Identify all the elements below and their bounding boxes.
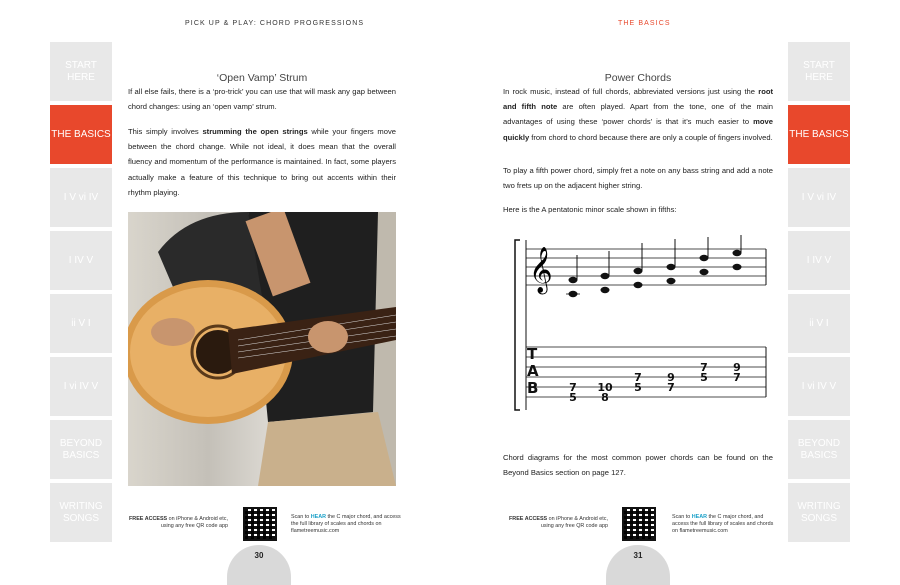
note-head — [700, 269, 709, 275]
tab-label: THE BASICS — [789, 128, 849, 140]
tab-fret-number-low: 7 — [733, 371, 741, 384]
right-tab-beyond-basics[interactable] — [788, 420, 850, 479]
bold-text-run: strumming the open strings — [202, 127, 308, 136]
left-paragraph-1: If all else fails, there is a ‘pro-trick’ you can use that will mask any gap between chord changes: using an ‘open vamp’ strum. — [128, 87, 396, 112]
tab-label: I V vi IV — [801, 191, 837, 203]
tab-label: BEYOND BASICS — [59, 437, 103, 461]
tab-label: WRITING SONGS — [59, 500, 103, 524]
left-heading: ‘Open Vamp’ Strum — [216, 72, 308, 84]
tab-fret-number-high: 7 — [634, 371, 642, 384]
text-run: Scan to — [291, 514, 311, 520]
left-running-head: PICK UP & PLAY: CHORD PROGRESSIONS — [185, 20, 365, 27]
right-tab-the-basics[interactable] — [788, 105, 850, 164]
tab-label: WRITING SONGS — [797, 500, 841, 524]
note-head — [601, 287, 610, 293]
right-running-head: THE BASICS — [618, 20, 671, 27]
text-run: from chord to chord because there are only a couple of fingers involved. — [529, 132, 773, 142]
tab-label: I IV V — [806, 254, 832, 266]
left-page-number: 30 — [227, 545, 291, 585]
tab-label: THE BASICS — [51, 128, 111, 140]
tab-label: START HERE — [65, 59, 97, 83]
text-run: the C major chord, and access the full library of scales and chords on flametreemusic.com — [291, 514, 401, 534]
left-tab-start-here[interactable] — [50, 42, 112, 101]
tab-clef-letter-b: B — [527, 379, 539, 397]
tab-fret-number-high: 7 — [700, 361, 708, 374]
tab-fret-number-low: 7 — [667, 381, 675, 394]
left-tab-i-vi-iv-v[interactable] — [50, 357, 112, 416]
left-tab-i-v-vi-iv[interactable] — [50, 168, 112, 227]
note-head — [601, 273, 610, 279]
guitar-photo-illustration — [128, 212, 396, 486]
note-head — [733, 250, 742, 256]
free-access-label: FREE ACCESS — [129, 516, 168, 522]
treble-clef-icon: 𝄞 — [529, 247, 553, 293]
right-scan-note — [672, 514, 780, 535]
hear-label: HEAR — [310, 514, 327, 520]
text-run: This simply involves — [128, 127, 203, 136]
tab-lines — [526, 347, 766, 397]
note-head — [700, 255, 709, 261]
text-run: while your fingers move between the chord change. While not ideal, it does mean that the overall fluency and momentum of the performance is maintained. In fact, some players actually make a feature of this technique to bring out accents within their rhythm playing. — [128, 127, 396, 197]
right-paragraph-2: To play a fifth power chord, simply fret a note on any bass string and add a note two frets up on the adjacent higher string. — [503, 166, 773, 191]
left-qr-code-icon[interactable] — [243, 507, 277, 541]
tab-label: BEYOND BASICS — [797, 437, 841, 461]
note-head — [634, 268, 643, 274]
left-scan-note — [291, 514, 401, 535]
text-run: In rock music, instead of full chords, abbreviated versions just using the — [503, 87, 759, 96]
tab-fret-number-high: 9 — [667, 371, 675, 384]
right-tab-writing-songs[interactable] — [788, 483, 850, 542]
note-head — [569, 277, 578, 283]
note-head — [634, 282, 643, 288]
tab-fret-number-low: 5 — [700, 371, 708, 384]
tab-label: START HERE — [803, 59, 835, 83]
tab-fret-number-high: 9 — [733, 361, 741, 374]
tab-fret-number-low: 5 — [569, 391, 577, 404]
right-paragraph-1 — [503, 84, 773, 145]
text-run: Scan to — [672, 514, 692, 520]
free-access-label: FREE ACCESS — [509, 516, 548, 522]
tab-fret-number-high: 10 — [597, 381, 613, 394]
tab-label: I V vi IV — [63, 191, 99, 203]
hear-label: HEAR — [691, 514, 708, 520]
right-page-number: 31 — [606, 545, 670, 585]
tab-label: I vi IV V — [63, 380, 99, 392]
system-bracket — [515, 240, 520, 410]
tab-label: I vi IV V — [801, 380, 837, 392]
text-run: are often played. Apart from the tone, one of the main advantages of using these ‘power chords’ is that it’s much easier to — [503, 102, 773, 127]
tab-clef-letter-t: T — [527, 345, 538, 363]
right-tab-ii-v-i[interactable] — [788, 294, 850, 353]
bold-text-run: move quickly — [503, 117, 773, 142]
right-paragraph-4: Chord diagrams for the most common power chords can be found on the Beyond Basics section on page 127. — [503, 453, 773, 478]
tab-label: ii V I — [809, 317, 829, 329]
tab-label: I IV V — [68, 254, 94, 266]
right-tab-i-iv-v[interactable] — [788, 231, 850, 290]
tab-fret-number-low: 5 — [634, 381, 642, 394]
note-chords — [566, 235, 742, 297]
right-free-access-note — [496, 516, 608, 530]
text-run: on iPhone & Android etc, using any free QR code app — [160, 516, 228, 529]
tab-fret-number-low: 8 — [601, 391, 609, 404]
text-run: the C major chord, and access the full library of scales and chords on flametreemusic.com — [672, 514, 774, 534]
left-free-access-note — [128, 516, 228, 530]
left-tab-i-iv-v[interactable] — [50, 231, 112, 290]
left-tab-writing-songs[interactable] — [50, 483, 112, 542]
right-tab-i-vi-iv-v[interactable] — [788, 357, 850, 416]
left-tab-ii-v-i[interactable] — [50, 294, 112, 353]
text-run: on iPhone & Android etc, using any free QR code app — [540, 516, 608, 529]
right-qr-code-icon[interactable] — [622, 507, 656, 541]
note-head — [667, 264, 676, 270]
staff-lines — [526, 249, 766, 285]
right-tab-i-v-vi-iv[interactable] — [788, 168, 850, 227]
guitar-player-photo — [128, 212, 396, 486]
left-paragraph-2 — [128, 124, 396, 200]
left-tab-the-basics[interactable] — [50, 105, 112, 164]
right-tab-start-here[interactable] — [788, 42, 850, 101]
right-heading: Power Chords — [604, 72, 672, 84]
left-tab-beyond-basics[interactable] — [50, 420, 112, 479]
tab-clef-letter-a: A — [527, 362, 539, 380]
note-head — [733, 264, 742, 270]
bold-text-run: root and fifth note — [503, 87, 773, 112]
note-head — [667, 278, 676, 284]
tab-fret-number-high: 7 — [569, 381, 577, 394]
right-paragraph-3: Here is the A pentatonic minor scale shown in fifths: — [503, 205, 677, 214]
tab-label: ii V I — [71, 317, 91, 329]
scale-notation — [510, 235, 770, 415]
tab-fret-numbers — [569, 361, 741, 404]
